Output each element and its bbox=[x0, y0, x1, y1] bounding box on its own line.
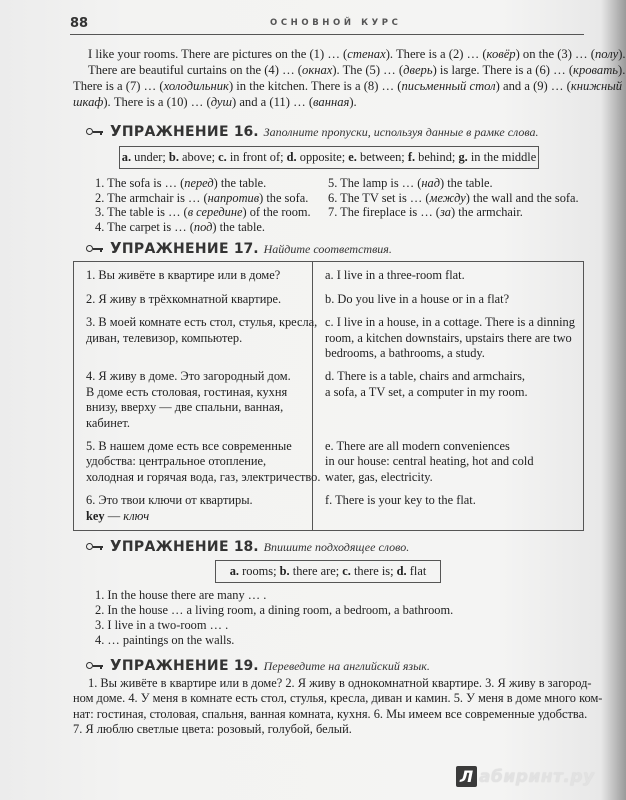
exercise-number: 18. bbox=[233, 539, 259, 556]
list-item: 4. The carpet is … (под) the table. bbox=[95, 219, 266, 234]
exercise-16-items-left bbox=[95, 176, 328, 234]
exercise-number: 16. bbox=[233, 124, 259, 140]
exercise-instruction: Заполните пропуски, используя данные в рамке слова. bbox=[263, 125, 539, 139]
intro-line-4: шкаф). There is a (10) … (душ) and a (11) … (ванная). bbox=[73, 95, 357, 109]
exercise-16-items bbox=[95, 176, 584, 234]
list-item: 2. The armchair is … (напротив) the sofa. bbox=[95, 190, 309, 205]
word-bank-16: a. under; b. above; c. in front of; d. opposite; e. between; f. behind; g. in the middle bbox=[119, 146, 539, 169]
list-item: 1. In the house there are many … . bbox=[95, 588, 267, 603]
table-cell-en-e: e. There are all modern conveniences in our house: central heating, hot and cold water, gas, electricity. bbox=[325, 439, 534, 484]
key-icon bbox=[86, 243, 104, 253]
word-bank-18: a. rooms; b. there are; c. there is; d. flat bbox=[215, 560, 441, 583]
exercise-label: УПРАЖНЕНИЕ bbox=[110, 122, 229, 140]
exercise-label: УПРАЖНЕНИЕ bbox=[110, 656, 229, 675]
exercise-19-line: нат: гостиная, столовая, спальня, ванная комната, кухня. 6. Мы имеем все современные удобства. bbox=[73, 706, 588, 721]
key-icon bbox=[86, 541, 104, 551]
section-title: ОСНОВНОЙ КУРС bbox=[270, 18, 402, 28]
list-item: 3. I live in a two-room … . bbox=[95, 618, 229, 633]
list-item: 7. The fireplace is … (за) the armchair. bbox=[328, 205, 523, 220]
labirint-watermark bbox=[456, 766, 595, 787]
exercise-18-items bbox=[95, 588, 584, 648]
table-cell-en-c: c. I live in a house, in a cottage. There is a dinning room, a kitchen downstairs, upstairs there are two bedrooms, a bathrooms, a study. bbox=[325, 315, 575, 360]
exercise-19-line: 1. Вы живёте в квартире или в доме? 2. Я живу в однокомнатной квартире. 3. Я живу в загород- bbox=[88, 676, 592, 691]
list-item: 6. The TV set is … (между) the wall and the sofa. bbox=[328, 190, 579, 205]
exercise-19-line: 7. Я люблю светлые цвета: розовый, голубой, белый. bbox=[73, 721, 352, 736]
table-cell-en-a: a. I live in a three-room flat. bbox=[325, 268, 465, 283]
exercise-16-heading bbox=[86, 122, 584, 140]
intro-line-2: There are beautiful curtains on the (4) … (окнах). The (5) … (дверь) is large. There is a (6) … (кровать). bbox=[88, 63, 626, 77]
table-cell-ru-6: 6. Это твои ключи от квартиры. key — ключ bbox=[74, 489, 313, 530]
exercise-instruction: Впишите подходящее слово. bbox=[263, 540, 410, 555]
page-number: 88 bbox=[70, 16, 89, 31]
table-cell-en-d: d. There is a table, chairs and armchairs, a sofa, a TV set, a computer in my room. bbox=[325, 369, 528, 399]
list-item: 3. The table is … (в середине) of the room. bbox=[95, 205, 311, 220]
matching-table bbox=[73, 261, 584, 531]
key-icon bbox=[86, 660, 104, 670]
list-item: 1. The sofa is … (перед) the table. bbox=[95, 176, 267, 190]
exercise-instruction: Найдите соответствия. bbox=[263, 242, 392, 257]
table-cell-en-f: f. There is your key to the flat. bbox=[325, 493, 476, 508]
key-translation-note: key — ключ bbox=[86, 508, 150, 523]
table-cell-ru-4: 4. Я живу в доме. Это загородный дом. В доме есть столовая, гостиная, кухня внизу, вверху — две спальни, ванная, кабинет. bbox=[74, 365, 313, 435]
exercise-19-text bbox=[73, 676, 603, 737]
watermark-text: абиринт.ру bbox=[479, 766, 595, 787]
list-item: 5. The lamp is … (над) the table. bbox=[328, 176, 493, 190]
intro-line-1: I like your rooms. There are pictures on the (1) … (стенах). There is a (2) … (ковёр) on the (3) … (полу). bbox=[88, 47, 626, 61]
table-cell-ru-5: 5. В нашем доме есть все современные удобства: центральное отопление, холодная и горячая вода, газ, электричество. bbox=[74, 435, 313, 489]
table-cell-ru-3: 3. В моей комнате есть стол, стулья, кресла, диван, телевизор, компьютер. bbox=[74, 311, 313, 365]
running-head bbox=[70, 14, 584, 35]
exercise-19-line: ном доме. 4. У меня в комнате есть стол, стулья, кресла, диван и камин. 5. У меня в доме много ком- bbox=[73, 691, 603, 706]
key-icon bbox=[86, 126, 104, 136]
exercise-17-heading bbox=[86, 239, 584, 257]
table-cell-ru-1: 1. Вы живёте в квартире или в доме? bbox=[74, 262, 313, 287]
exercise-19-heading bbox=[86, 656, 584, 674]
exercise-instruction: Переведите на английский язык. bbox=[263, 659, 430, 674]
list-item: 2. In the house … a living room, a dining room, a bedroom, a bathroom. bbox=[95, 603, 454, 618]
table-cell-en-b: b. Do you live in a house or in a flat? bbox=[325, 291, 510, 306]
exercise-number: 19. bbox=[233, 658, 259, 675]
list-item: 4. … paintings on the walls. bbox=[95, 633, 235, 648]
labirint-logo-icon: Л bbox=[456, 766, 477, 787]
exercise-number: 17. bbox=[233, 241, 259, 258]
table-cell-ru-2: 2. Я живу в трёхкомнатной квартире. bbox=[74, 288, 313, 311]
page-body bbox=[73, 46, 626, 737]
intro-line-3: There is a (7) … (холодильник) in the kitchen. There is a (8) … (письменный стол) and a (9) … (книжный bbox=[73, 79, 623, 93]
exercise-18-heading bbox=[86, 537, 584, 555]
exercise-16-items-right bbox=[328, 176, 579, 234]
exercise-label: УПРАЖНЕНИЕ bbox=[110, 239, 229, 258]
exercise-label: УПРАЖНЕНИЕ bbox=[110, 537, 229, 556]
